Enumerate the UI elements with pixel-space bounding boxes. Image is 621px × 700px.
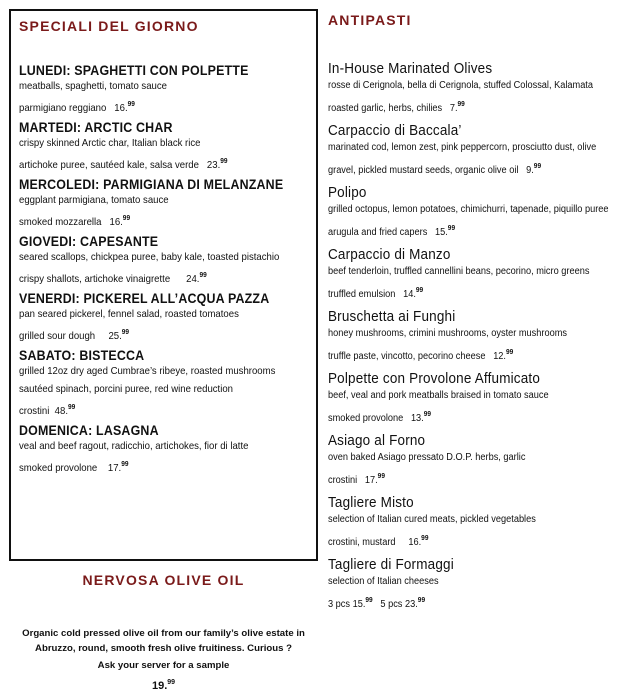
- dish-desc-price: roasted garlic, herbs, chilies 7.99: [328, 100, 465, 114]
- price: 15.: [434, 226, 448, 238]
- dish-desc-price: gravel, pickled mustard seeds, organic olive oil 9.99: [328, 162, 542, 176]
- price: 16.: [408, 536, 422, 548]
- dish-desc-price: smoked provolone 13.99: [328, 410, 432, 424]
- price: 16.: [109, 217, 123, 228]
- price: 13.: [410, 412, 424, 424]
- price: 17.: [364, 474, 378, 486]
- dish-desc-price: truffle paste, vincotto, pecorino cheese 12.99: [328, 348, 514, 362]
- dish-title: Polpette con Provolone Affumicato: [328, 371, 541, 387]
- special-title: GIOVEDI: CAPESANTE: [19, 234, 159, 249]
- dish-title: Carpaccio di Manzo: [328, 247, 451, 263]
- dish-desc: honey mushrooms, crimini mushrooms, oyster mushrooms: [328, 328, 568, 339]
- price: 14.: [403, 288, 416, 300]
- special-desc-price: artichoke puree, sautéed kale, salsa verde 23.99: [19, 158, 228, 171]
- price: 23.: [404, 598, 418, 610]
- dish-desc-price: crostini, mustard 16.99: [328, 534, 429, 548]
- special-desc-price: parmigiano reggiano 16.99: [19, 101, 135, 114]
- dish-carpaccio-baccala: [328, 123, 618, 180]
- dish-polpette: [328, 371, 618, 428]
- special-title: MARTEDI: ARCTIC CHAR: [19, 120, 173, 135]
- dish-desc-price: arugula and fried capers 15.99: [328, 224, 456, 238]
- special-desc: meatballs, spaghetti, tomato sauce: [19, 81, 167, 92]
- special-title: DOMENICA: LASAGNA: [19, 423, 159, 438]
- dish-bruschetta: [328, 309, 618, 366]
- special-giovedi: [19, 234, 308, 289]
- dish-olives: [328, 61, 618, 118]
- price: 9.: [526, 164, 534, 176]
- special-desc: pan seared pickerel, fennel salad, roasted tomatoes: [19, 309, 239, 320]
- special-desc-price: crostini 48.99: [19, 404, 76, 417]
- dish-title: Tagliere Misto: [328, 495, 414, 511]
- dish-title: Bruschetta ai Funghi: [328, 309, 456, 325]
- dish-desc-price: crostini 17.99: [328, 472, 386, 486]
- olive-oil-desc: Organic cold pressed olive oil from our family’s olive estate in: [22, 628, 305, 639]
- dish-desc: marinated cod, lemon zest, pink peppercorn, prosciutto dust, olive: [328, 142, 597, 153]
- olive-oil-sample: Ask your server for a sample: [97, 660, 230, 671]
- special-desc-price: crispy shallots, artichoke vinaigrette 24.99: [19, 272, 207, 285]
- special-desc: sautéed spinach, porcini puree, red wine reduction: [19, 384, 234, 395]
- special-desc: crispy skinned Arctic char, Italian black rice: [19, 138, 201, 149]
- olive-oil-heading: NERVOSA OLIVE OIL: [82, 572, 245, 588]
- dish-carpaccio-manzo: [328, 247, 618, 304]
- dish-desc: beef tenderloin, truffled cannellini beans, pecorino, micro greens: [328, 266, 590, 277]
- dish-title: Polipo: [328, 185, 367, 201]
- dish-tagliere-formaggi: [328, 557, 618, 614]
- price: 24.: [186, 274, 200, 285]
- antipasti-section: [328, 12, 618, 619]
- dish-desc: grilled octopus, lemon potatoes, chimichurri, tapenade, piquillo puree: [328, 204, 609, 215]
- specials-box: [9, 9, 318, 561]
- dish-desc: beef, veal and pork meatballs braised in tomato sauce: [328, 390, 549, 401]
- special-desc: eggplant parmigiana, tomato sauce: [19, 195, 169, 206]
- price: 48.: [54, 406, 68, 417]
- price: 17.: [107, 463, 122, 474]
- olive-oil-price: 19.99: [151, 679, 176, 692]
- special-domenica: [19, 423, 308, 478]
- dish-desc-price: 3 pcs 15.99 5 pcs 23.99: [328, 596, 426, 610]
- dish-title: In-House Marinated Olives: [328, 61, 493, 77]
- price: 15.: [352, 598, 366, 610]
- special-title: MERCOLEDI: PARMIGIANA DI MELANZANE: [19, 177, 284, 192]
- dish-tagliere-misto: [328, 495, 618, 552]
- price: 23.: [206, 160, 221, 171]
- olive-oil-desc: Abruzzo, round, smooth fresh olive fruitiness. Curious ?: [35, 643, 292, 654]
- special-title: SABATO: BISTECCA: [19, 348, 145, 363]
- special-title: LUNEDI: SPAGHETTI CON POLPETTE: [19, 63, 249, 78]
- olive-oil-section: [18, 572, 309, 692]
- dish-asiago: [328, 433, 618, 490]
- antipasti-heading: ANTIPASTI: [328, 12, 412, 28]
- dish-desc: oven baked Asiago pressato D.O.P. herbs, garlic: [328, 452, 526, 463]
- special-venerdi: [19, 291, 308, 346]
- dish-desc: selection of Italian cheeses: [328, 576, 439, 587]
- special-lunedi: [19, 63, 308, 118]
- special-desc-price: smoked mozzarella 16.99: [19, 215, 131, 228]
- special-title: VENERDI: PICKEREL ALL’ACQUA PAZZA: [19, 291, 270, 306]
- special-martedi: [19, 120, 308, 175]
- dish-desc-price: truffled emulsion 14.99: [328, 286, 424, 300]
- dish-title: Tagliere di Formaggi: [328, 557, 454, 573]
- special-sabato: [19, 348, 308, 421]
- special-desc: seared scallops, chickpea puree, baby kale, toasted pistachio: [19, 252, 280, 263]
- dish-polipo: [328, 185, 618, 242]
- special-desc: veal and beef ragout, radicchio, artichokes, fior di latte: [19, 441, 249, 452]
- dish-desc: rosse di Cerignola, bella di Cerignola, stuffed Colossal, Kalamata: [328, 80, 593, 91]
- special-desc-price: smoked provolone 17.99: [19, 461, 129, 474]
- specials-heading: SPECIALI DEL GIORNO: [19, 18, 199, 34]
- price: 25.: [108, 331, 122, 342]
- price: 16.: [114, 103, 128, 114]
- dish-title: Carpaccio di Baccala’: [328, 123, 462, 139]
- price: 12.: [493, 350, 506, 362]
- price: 7.: [449, 102, 458, 114]
- dish-title: Asiago al Forno: [328, 433, 426, 449]
- special-mercoledi: [19, 177, 308, 232]
- special-desc: grilled 12oz dry aged Cumbrae’s ribeye, roasted mushrooms: [19, 366, 276, 377]
- special-desc-price: grilled sour dough 25.99: [19, 329, 130, 342]
- dish-desc: selection of Italian cured meats, pickled vegetables: [328, 514, 536, 525]
